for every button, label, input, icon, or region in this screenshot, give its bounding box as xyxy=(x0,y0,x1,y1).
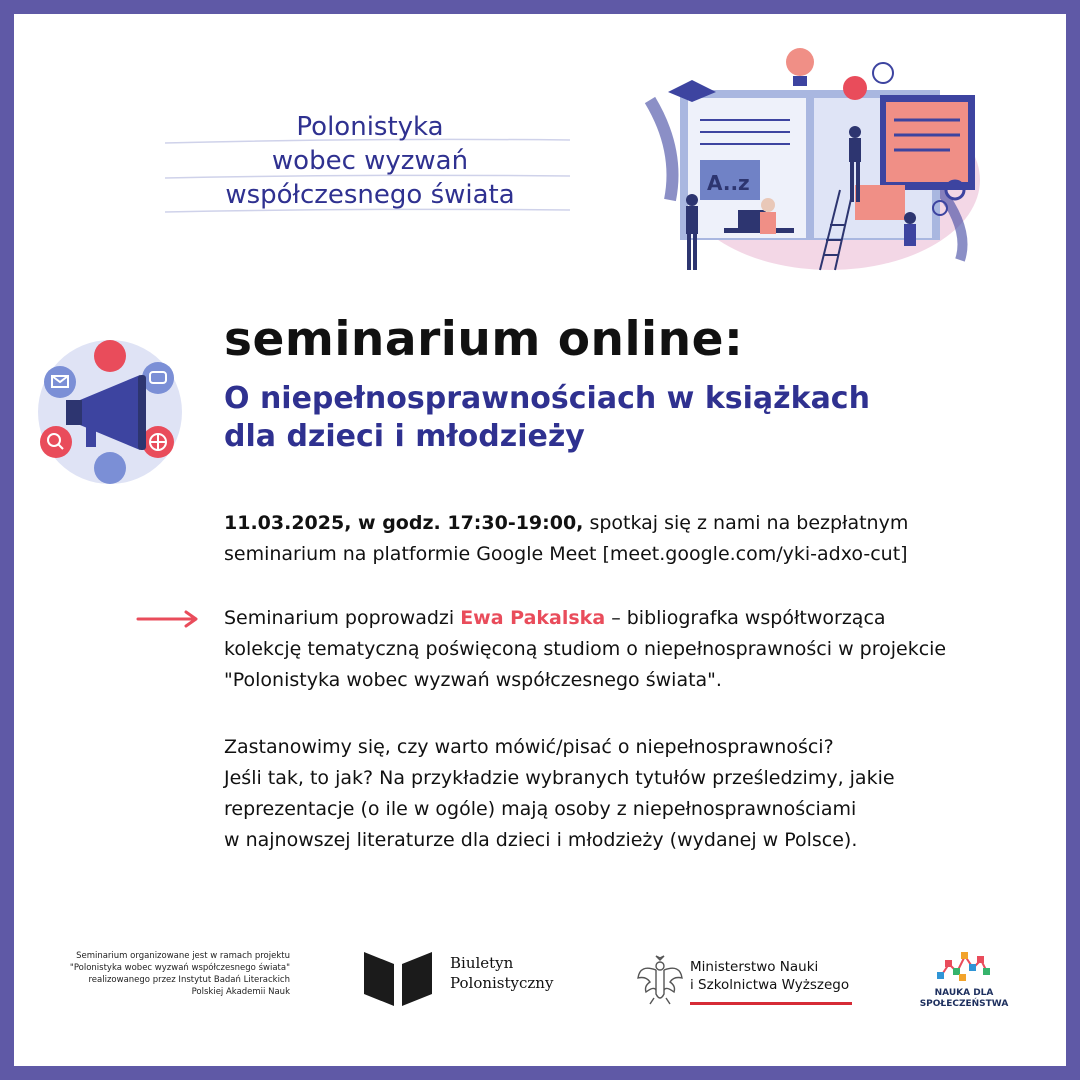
paragraph1-line-2: seminarium na platformie Google Meet [meet.google.com/yki-adxo-cut] xyxy=(224,543,908,565)
ministry-line-1: Ministerstwo Nauki xyxy=(690,959,819,975)
event-subheading xyxy=(224,380,870,456)
footnote-line-3: realizowanego przez Instytut Badań Literackich xyxy=(88,975,290,985)
subheading-line-1: O niepełnosprawnościach w książkach xyxy=(224,381,870,416)
logo-line-3: współczesnego świata xyxy=(225,180,515,210)
event-heading: seminarium online: xyxy=(224,312,744,367)
nds-line-1: NAUKA DLA xyxy=(934,988,994,998)
nds-line-2: SPOŁECZEŃSTWA xyxy=(919,999,1009,1009)
event-date-paragraph xyxy=(224,508,908,570)
paragraph2-line-2: kolekcję tematyczną poświęconą studiom o niepełnosprawności w projekcie xyxy=(224,638,947,660)
ministry-red-line xyxy=(690,1002,852,1005)
paragraph2-line-3: "Polonistyka wobec wyzwań współczesnego świata". xyxy=(224,669,722,691)
paragraph3-line-2: Jeśli tak, to jak? Na przykładzie wybranych tytułów prześledzimy, jakie xyxy=(224,767,895,789)
biuletyn-book-icon xyxy=(364,952,432,1006)
logo-line-2: wobec wyzwań xyxy=(271,146,469,176)
paragraph3-line-4: w najnowszej literaturze dla dzieci i młodzieży (wydanej w Polsce). xyxy=(224,829,858,851)
paragraph3-line-1: Zastanowimy się, czy warto mówić/pisać o niepełnosprawności? xyxy=(224,736,834,758)
subheading-line-2: dla dzieci i młodzieży xyxy=(224,419,585,454)
description-paragraph xyxy=(224,732,895,856)
footnote-line-2: "Polonistyka wobec wyzwań współczesnego świata" xyxy=(69,963,290,973)
megaphone-icon xyxy=(30,330,190,490)
ministry-line-2: i Szkolnictwa Wyższego xyxy=(690,977,850,993)
project-logo-title xyxy=(160,110,580,212)
nds-network-icon xyxy=(935,946,991,984)
svg-text:A..z: A..z xyxy=(707,171,750,195)
speaker-name: Ewa Pakalska xyxy=(460,607,606,629)
footnote-line-4: Polskiej Akademii Nauk xyxy=(191,987,290,997)
footnote-line-1: Seminarium organizowane jest w ramach projektu xyxy=(76,951,290,961)
paragraph3-line-3: reprezentacje (o ile w ogóle) mają osoby z niepełnosprawnościami xyxy=(224,798,857,820)
nds-logo-text xyxy=(912,988,1016,1010)
open-book-illustration xyxy=(640,40,990,280)
polish-eagle-icon xyxy=(636,954,684,1006)
paragraph1-text: spotkaj się z nami na bezpłatnym xyxy=(583,512,909,534)
arrow-right-icon xyxy=(136,610,202,628)
ministry-logo-text xyxy=(690,958,849,994)
event-date-time: 11.03.2025, w godz. 17:30-19:00, xyxy=(224,512,584,534)
biuletyn-line-2: Polonistyczny xyxy=(450,974,554,992)
biuletyn-logo-text xyxy=(450,953,553,993)
logo-line-1: Polonistyka xyxy=(296,112,444,142)
speaker-paragraph xyxy=(224,603,946,696)
project-footnote xyxy=(40,950,290,998)
speaker-prefix: Seminarium poprowadzi xyxy=(224,607,461,629)
biuletyn-line-1: Biuletyn xyxy=(450,954,514,972)
speaker-suffix: – bibliografka współtworząca xyxy=(605,607,886,629)
